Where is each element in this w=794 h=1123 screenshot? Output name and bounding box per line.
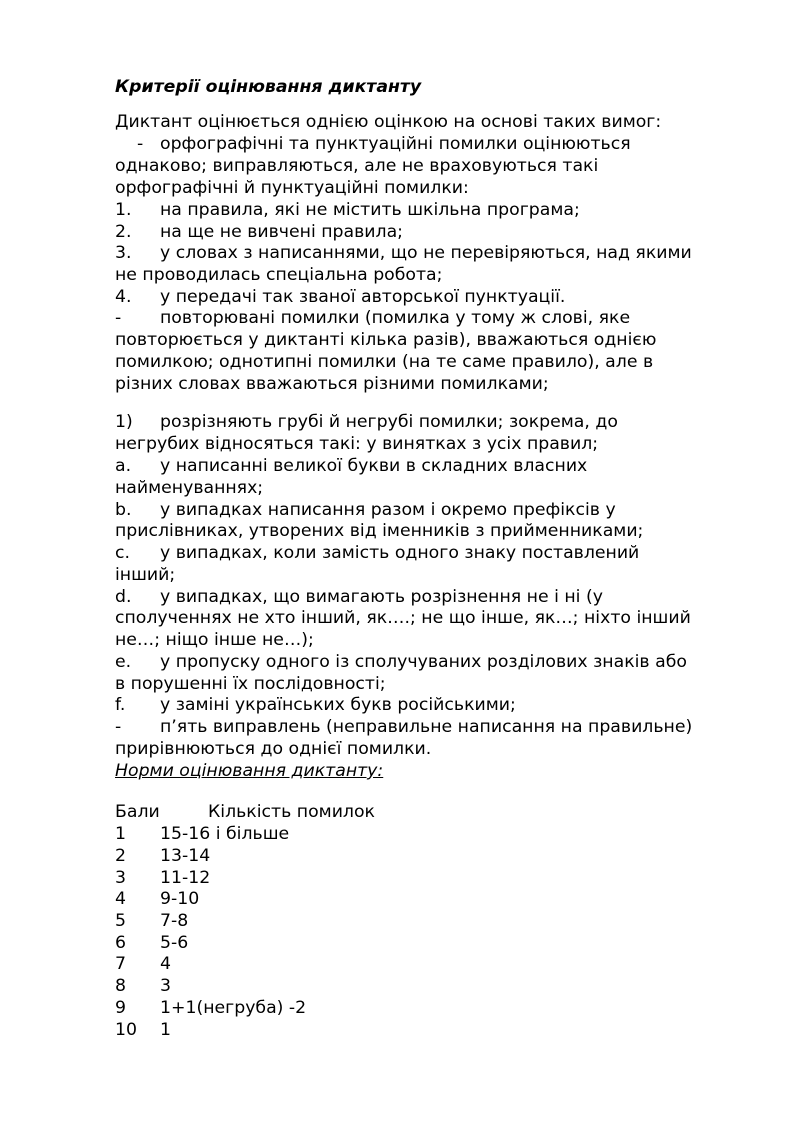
points-cell: 3: [115, 868, 126, 888]
intro-text: Диктант оцінюється однією оцінкою на основі таких вимог:: [115, 112, 662, 132]
document-page: [115, 0, 755, 1123]
points-cell: 5: [115, 911, 126, 931]
errors-cell: 4: [160, 954, 171, 974]
errors-cell: 15-16 і більше: [160, 824, 290, 844]
errors-cell: 9-10: [160, 889, 200, 909]
dash-item-text: п’ять виправлень (неправильне написання на правильне): [160, 717, 693, 737]
points-cell: 1: [115, 824, 126, 844]
dash-item-text: повторювані помилки (помилка у тому ж слові, яке: [160, 308, 631, 328]
errors-column-header: Кількість помилок: [208, 802, 375, 822]
item-marker: f.: [115, 695, 126, 715]
item-marker: 3.: [115, 243, 132, 263]
dash-item-2-continuation: різних словах вважаються різними помилками;: [115, 374, 549, 394]
points-cell: 2: [115, 846, 126, 866]
errors-cell: 1: [160, 1020, 171, 1040]
dash-item-1-line-2: однаково; виправляються, але не враховуються такі: [115, 156, 599, 176]
dash-marker: -: [115, 308, 122, 328]
errors-cell: 3: [160, 976, 171, 996]
points-column-header: Бали: [115, 802, 160, 822]
errors-cell: 5-6: [160, 933, 189, 953]
dash-marker: -: [137, 134, 144, 154]
points-cell: 10: [115, 1020, 137, 1040]
item-marker: a.: [115, 456, 132, 476]
dash-item-2-continuation: помилкою; однотипні помилки (на те саме правило), але в: [115, 352, 654, 372]
item-marker: 2.: [115, 222, 132, 242]
item-marker: e.: [115, 652, 132, 672]
dash-item-text: орфографічні та пунктуаційні помилки оцінюються: [160, 134, 631, 154]
lettered-item-continuation: прислівниках, утворених від іменників з прийменниками;: [115, 521, 644, 541]
dash-item-1-line-3: орфографічні й пунктуаційні помилки:: [115, 178, 469, 198]
document-title: Критерії оцінювання диктанту: [115, 77, 422, 97]
item-text: у випадках, коли замість одного знаку поставлений: [160, 543, 640, 563]
item-marker: d.: [115, 587, 132, 607]
points-cell: 6: [115, 933, 126, 953]
item-text: у випадках, що вимагають розрізнення не і ні (у: [160, 587, 603, 607]
item-text: на правила, які не містить шкільна програма;: [160, 200, 580, 220]
lettered-item-continuation: найменуваннях;: [115, 478, 264, 498]
item-text: у написанні великої букви в складних власних: [160, 456, 588, 476]
errors-cell: 1+1(негруба) -2: [160, 998, 307, 1018]
errors-cell: 11-12: [160, 868, 211, 888]
item-text: у словах з написаннями, що не перевіряються, над якими: [160, 243, 692, 263]
item-text: на ще не вивчені правила;: [160, 222, 403, 242]
points-cell: 7: [115, 954, 126, 974]
item-marker: 4.: [115, 287, 132, 307]
lettered-item-continuation: в порушенні їх послідовності;: [115, 674, 386, 694]
item-marker: 1): [115, 412, 133, 432]
norms-heading: Норми оцінювання диктанту:: [115, 761, 384, 781]
item-marker: 1.: [115, 200, 132, 220]
points-cell: 4: [115, 889, 126, 909]
lettered-item-continuation: сполученнях не хто інший, як….; не що інше, як…; ніхто інший: [115, 608, 691, 628]
item-text: у передачі так званої авторської пунктуації.: [160, 287, 566, 307]
item-marker: b.: [115, 500, 132, 520]
points-cell: 8: [115, 976, 126, 996]
point-item-continuation: негрубих відносяться такі: у винятках з усіх правил;: [115, 434, 599, 454]
errors-cell: 13-14: [160, 846, 211, 866]
errors-cell: 7-8: [160, 911, 189, 931]
item-text: у пропуску одного із сполучуваних розділових знаків або: [160, 652, 687, 672]
lettered-item-continuation: не…; ніщо інше не…);: [115, 630, 314, 650]
dash-item-3-continuation: прирівнюються до однієї помилки.: [115, 739, 432, 759]
dash-item-2-continuation: повторюється у диктанті кілька разів), вважаються однією: [115, 330, 657, 350]
item-text: розрізняють грубі й негрубі помилки; зокрема, до: [160, 412, 618, 432]
item-text: у випадках написання разом і окремо префіксів у: [160, 500, 616, 520]
item-text: у заміні українських букв російськими;: [160, 695, 516, 715]
points-cell: 9: [115, 998, 126, 1018]
lettered-item-continuation: інший;: [115, 565, 176, 585]
dash-marker: -: [115, 717, 122, 737]
numbered-item-continuation: не проводилась спеціальна робота;: [115, 265, 443, 285]
item-marker: c.: [115, 543, 130, 563]
